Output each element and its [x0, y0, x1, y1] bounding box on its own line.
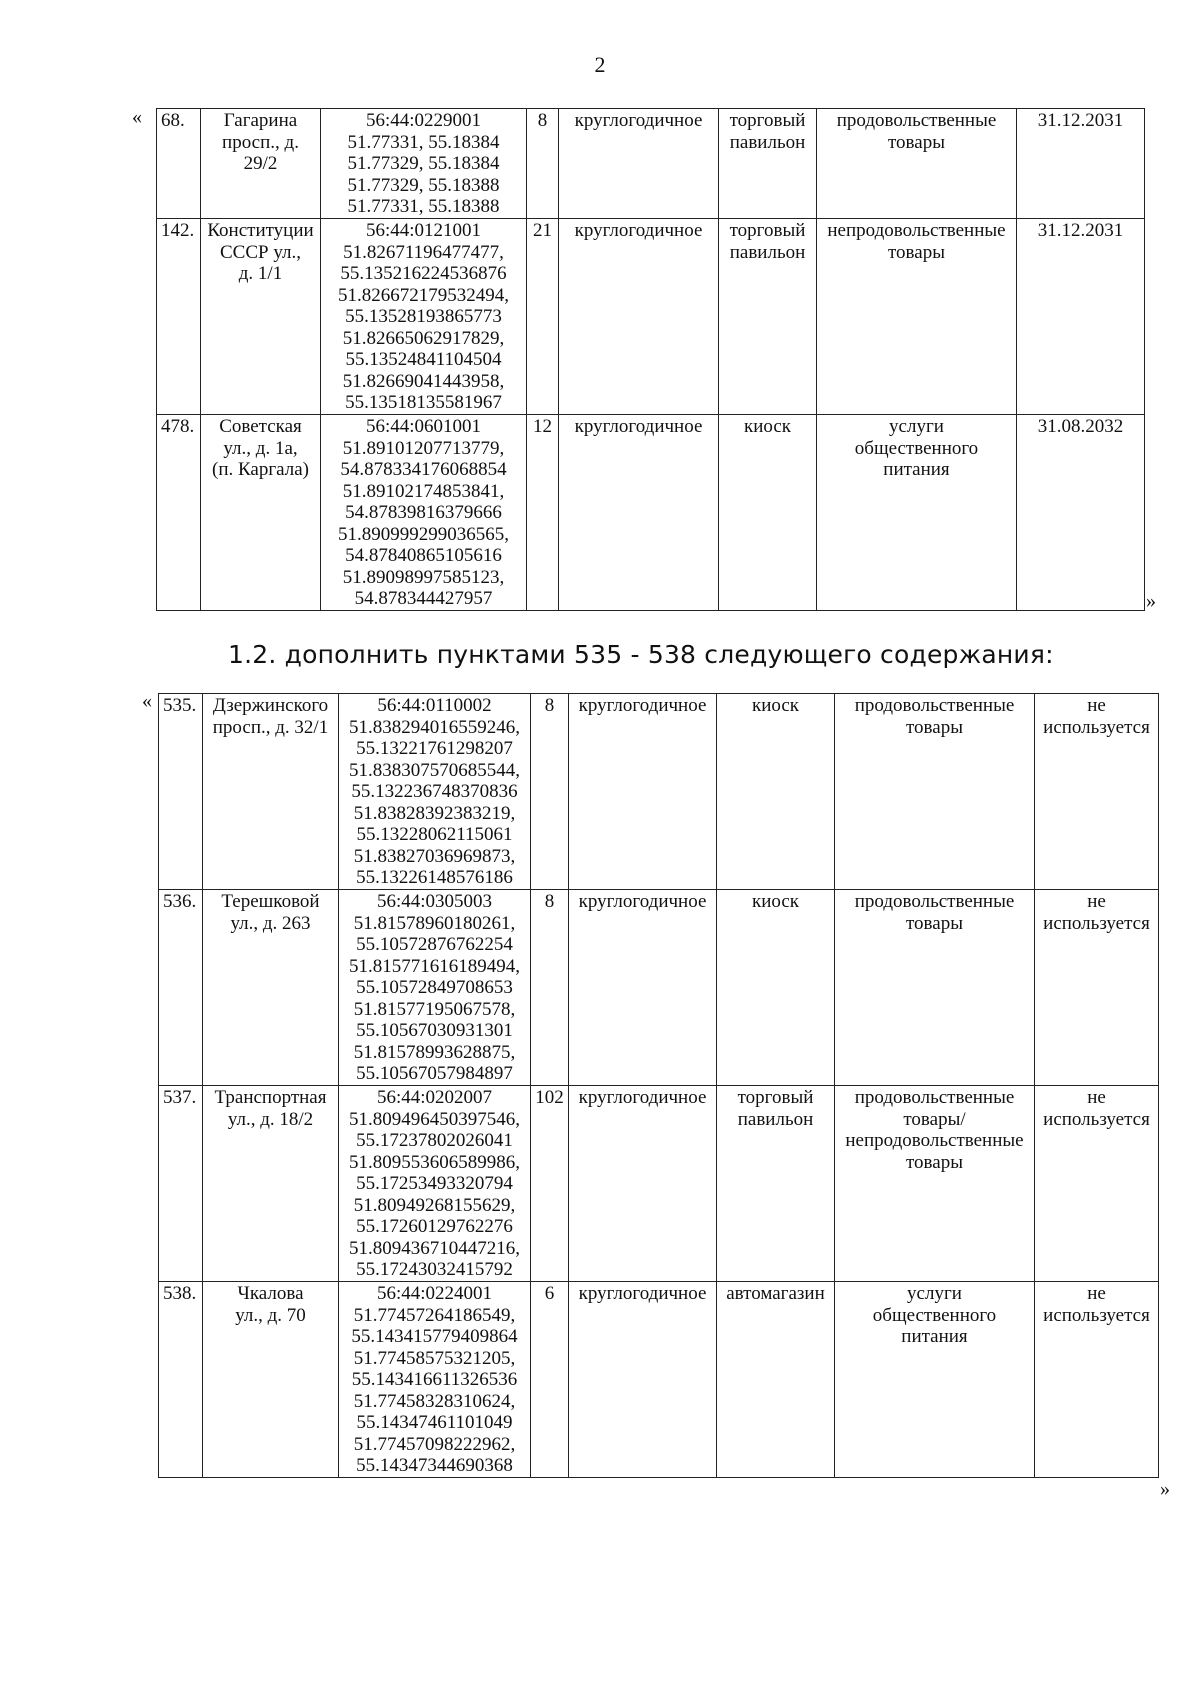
date-cell: 31.12.2031: [1017, 109, 1145, 219]
address-cell: Транспортная ул., д. 18/2: [203, 1086, 339, 1282]
table-row: [157, 415, 1145, 611]
date-cell: не используется: [1035, 1086, 1159, 1282]
open-quote-2: «: [142, 690, 152, 712]
address-cell: Советская ул., д. 1а, (п. Каргала): [201, 415, 321, 611]
object-type-cell: киоск: [717, 694, 835, 890]
coordinates-cell: 56:44:0121001 51.82671196477477, 55.135216224536876 51.826672179532494, 55.13528193865773 51.82665062917829, 55.13524841104504 51.82669041443958, 55.13518135581967: [321, 219, 527, 415]
row-number: 536.: [159, 890, 203, 1086]
goods-cell: продовольственные товары: [835, 890, 1035, 1086]
table-row: [157, 109, 1145, 219]
date-cell: 31.12.2031: [1017, 219, 1145, 415]
object-type-cell: торговый павильон: [719, 109, 817, 219]
page-number: 2: [594, 52, 606, 77]
address-cell: Гагарина просп., д. 29/2: [201, 109, 321, 219]
period-cell: круглогодичное: [559, 415, 719, 611]
row-number: 538.: [159, 1282, 203, 1478]
count-cell: 8: [531, 694, 569, 890]
register-table-existing: [156, 108, 1145, 611]
period-cell: круглогодичное: [569, 694, 717, 890]
coordinates-cell: 56:44:0229001 51.77331, 55.18384 51.77329, 55.18384 51.77329, 55.18388 51.77331, 55.18388: [321, 109, 527, 219]
object-type-cell: киоск: [717, 890, 835, 1086]
count-cell: 12: [527, 415, 559, 611]
object-type-cell: автомагазин: [717, 1282, 835, 1478]
goods-cell: непродовольственные товары: [817, 219, 1017, 415]
table-row: [157, 219, 1145, 415]
count-cell: 6: [531, 1282, 569, 1478]
address-cell: Чкалова ул., д. 70: [203, 1282, 339, 1478]
goods-cell: продовольственные товары: [817, 109, 1017, 219]
coordinates-cell: 56:44:0110002 51.838294016559246, 55.13221761298207 51.838307570685544, 55.132236748370836 51.83828392383219, 55.13228062115061 51.83827036969873, 55.13226148576186: [339, 694, 531, 890]
object-type-cell: киоск: [719, 415, 817, 611]
period-cell: круглогодичное: [559, 109, 719, 219]
row-number: 478.: [157, 415, 201, 611]
goods-cell: услуги общественного питания: [817, 415, 1017, 611]
period-cell: круглогодичное: [569, 1282, 717, 1478]
close-quote-1: »: [1146, 590, 1156, 612]
count-cell: 21: [527, 219, 559, 415]
row-number: 535.: [159, 694, 203, 890]
date-cell: 31.08.2032: [1017, 415, 1145, 611]
coordinates-cell: 56:44:0202007 51.809496450397546, 55.17237802026041 51.809553606589986, 55.17253493320794 51.80949268155629, 55.17260129762276 51.809436710447216, 55.17243032415792: [339, 1086, 531, 1282]
date-cell: не используется: [1035, 890, 1159, 1086]
register-table-new: [158, 693, 1159, 1478]
count-cell: 8: [531, 890, 569, 1086]
table-row: [159, 1282, 1159, 1478]
close-quote-2: »: [1160, 1478, 1170, 1500]
goods-cell: продовольственные товары: [835, 694, 1035, 890]
row-number: 68.: [157, 109, 201, 219]
object-type-cell: торговый павильон: [717, 1086, 835, 1282]
coordinates-cell: 56:44:0601001 51.89101207713779, 54.878334176068854 51.89102174853841, 54.87839816379666 51.890999299036565, 54.87840865105616 51.89098997585123, 54.878344427957: [321, 415, 527, 611]
period-cell: круглогодичное: [559, 219, 719, 415]
row-number: 142.: [157, 219, 201, 415]
count-cell: 102: [531, 1086, 569, 1282]
coordinates-cell: 56:44:0224001 51.77457264186549, 55.143415779409864 51.77458575321205, 55.143416611326536 51.77458328310624, 55.14347461101049 51.77457098222962, 55.14347344690368: [339, 1282, 531, 1478]
address-cell: Дзержинского просп., д. 32/1: [203, 694, 339, 890]
date-cell: не используется: [1035, 694, 1159, 890]
open-quote-1: «: [132, 106, 142, 128]
coordinates-cell: 56:44:0305003 51.81578960180261, 55.10572876762254 51.815771616189494, 55.10572849708653 51.81577195067578, 55.10567030931301 51.81578993628875, 55.10567057984897: [339, 890, 531, 1086]
table-row: [159, 694, 1159, 890]
date-cell: не используется: [1035, 1282, 1159, 1478]
goods-cell: услуги общественного питания: [835, 1282, 1035, 1478]
address-cell: Терешковой ул., д. 263: [203, 890, 339, 1086]
object-type-cell: торговый павильон: [719, 219, 817, 415]
address-cell: Конституции СССР ул., д. 1/1: [201, 219, 321, 415]
goods-cell: продовольственные товары/ непродовольственные товары: [835, 1086, 1035, 1282]
table-row: [159, 890, 1159, 1086]
period-cell: круглогодичное: [569, 890, 717, 1086]
period-cell: круглогодичное: [569, 1086, 717, 1282]
row-number: 537.: [159, 1086, 203, 1282]
count-cell: 8: [527, 109, 559, 219]
section-heading: 1.2. дополнить пунктами 535 - 538 следующего содержания:: [228, 640, 1054, 669]
table-row: [159, 1086, 1159, 1282]
